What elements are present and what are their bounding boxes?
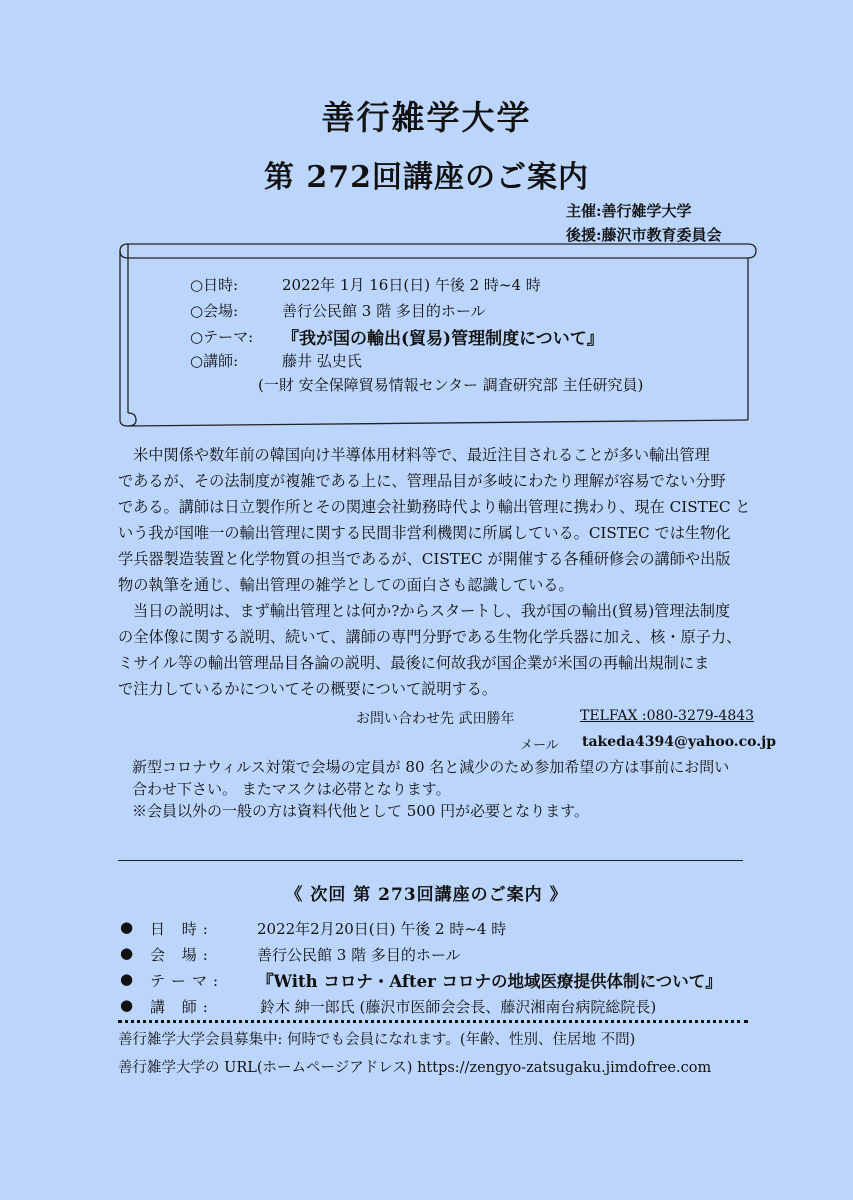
next-lecture-title: 《 次回 第 273回講座のご案内 》	[285, 885, 568, 905]
paragraph-line: で注力しているかについてその概要について説明する。	[118, 680, 498, 698]
lecturer-label: ○講師:	[190, 352, 239, 370]
description-paragraph-1	[118, 442, 778, 598]
paragraph-line: 物の執筆を通じ、輸出管理の雑学としての面白さも認識している。	[118, 576, 574, 594]
paragraph-line: である。講師は日立製作所とその関連会社勤務時代より輸出管理に携わり、現在 CISTEC と	[118, 498, 751, 516]
bullet-icon: ●	[120, 970, 134, 988]
lecturer-value: 藤井 弘史氏	[282, 352, 362, 370]
paragraph-line: 学兵器製造装置と化学物質の担当であるが、CISTEC が開催する各種研修会の講師や出版	[118, 550, 731, 568]
host-text: 主催:善行雑学大学	[566, 202, 692, 220]
paragraph-line: 米中関係や数年前の韓国向け半導体用材料等で、最近注目されることが多い輸出管理	[133, 446, 710, 464]
date-value: 2022年 1月 16日(日) 午後 2 時~4 時	[282, 276, 541, 294]
date-label: ○日時:	[190, 276, 239, 294]
lecturer-affiliation: (一財 安全保障貿易情報センター 調査研究部 主任研究員)	[258, 376, 644, 394]
notice-line: ※会員以外の一般の方は資料代他として 500 円が必要となります。	[132, 802, 589, 820]
dotted-divider	[118, 1020, 748, 1023]
description-paragraph-2	[118, 598, 778, 702]
next-item-label: 講 師:	[150, 998, 214, 1016]
contact-email: takeda4394@yahoo.co.jp	[582, 734, 777, 750]
membership-recruit: 善行雑学大学会員募集中: 何時でも会員になれます。(年齢、性別、住居地 不問)	[118, 1032, 636, 1048]
bullet-icon: ●	[120, 996, 134, 1014]
next-item-value: 2022年2月20日(日) 午後 2 時~4 時	[257, 920, 507, 938]
theme-label: ○テーマ:	[190, 328, 254, 346]
paragraph-line: 当日の説明は、まず輸出管理とは何か?からスタートし、我が国の輸出(貿易)管理法制度	[133, 602, 731, 620]
page-subtitle: 第 272回講座のご案内	[263, 160, 590, 195]
next-item-value: 『With コロナ・After コロナの地域医療提供体制について』	[257, 972, 722, 991]
contact-telfax: TELFAX :080-3279-4843	[580, 708, 755, 724]
website-url: 善行雑学大学の URL(ホームページアドレス) https://zengyo-zatsugaku.jimdofree.com	[118, 1060, 712, 1076]
divider	[118, 860, 743, 861]
mail-label: メール	[520, 738, 559, 753]
next-item-value: 鈴木 紳一郎氏 (藤沢市医師会会長、藤沢湘南台病院総院長)	[260, 998, 657, 1016]
page-title: 善行雑学大学	[321, 98, 532, 137]
next-item-label: テーマ:	[150, 972, 225, 990]
sponsor-text: 後援:藤沢市教育委員会	[566, 226, 722, 244]
notice-line: 新型コロナウィルス対策で会場の定員が 80 名と減少のため参加希望の方は事前にお問い	[132, 758, 730, 776]
venue-label: ○会場:	[190, 302, 239, 320]
venue-value: 善行公民館 3 階 多目的ホール	[282, 302, 486, 320]
paragraph-line: の全体像に関する説明、続いて、講師の専門分野である生物化学兵器に加え、核・原子力、	[118, 628, 742, 646]
next-item-value: 善行公民館 3 階 多目的ホール	[257, 946, 461, 964]
theme-value: 『我が国の輸出(貿易)管理制度について』	[282, 329, 604, 349]
notice-line: 合わせ下さい。 またマスクは必帯となります。	[132, 780, 451, 798]
next-item-label: 日 時:	[150, 920, 214, 938]
contact-label: お問い合わせ先 武田勝年	[356, 711, 515, 727]
paragraph-line: であるが、その法制度が複雑である上に、管理品目が多岐にわたり理解が容易でない分野	[118, 472, 726, 490]
next-item-label: 会 場:	[150, 946, 214, 964]
bullet-icon: ●	[120, 918, 134, 936]
paragraph-line: ミサイル等の輸出管理品目各論の説明、最後に何故我が国企業が米国の再輸出規制にま	[118, 654, 710, 672]
paragraph-line: いう我が国唯一の輸出管理に関する民間非営利機関に所属している。CISTEC では生物化	[118, 524, 731, 542]
bullet-icon: ●	[120, 944, 134, 962]
